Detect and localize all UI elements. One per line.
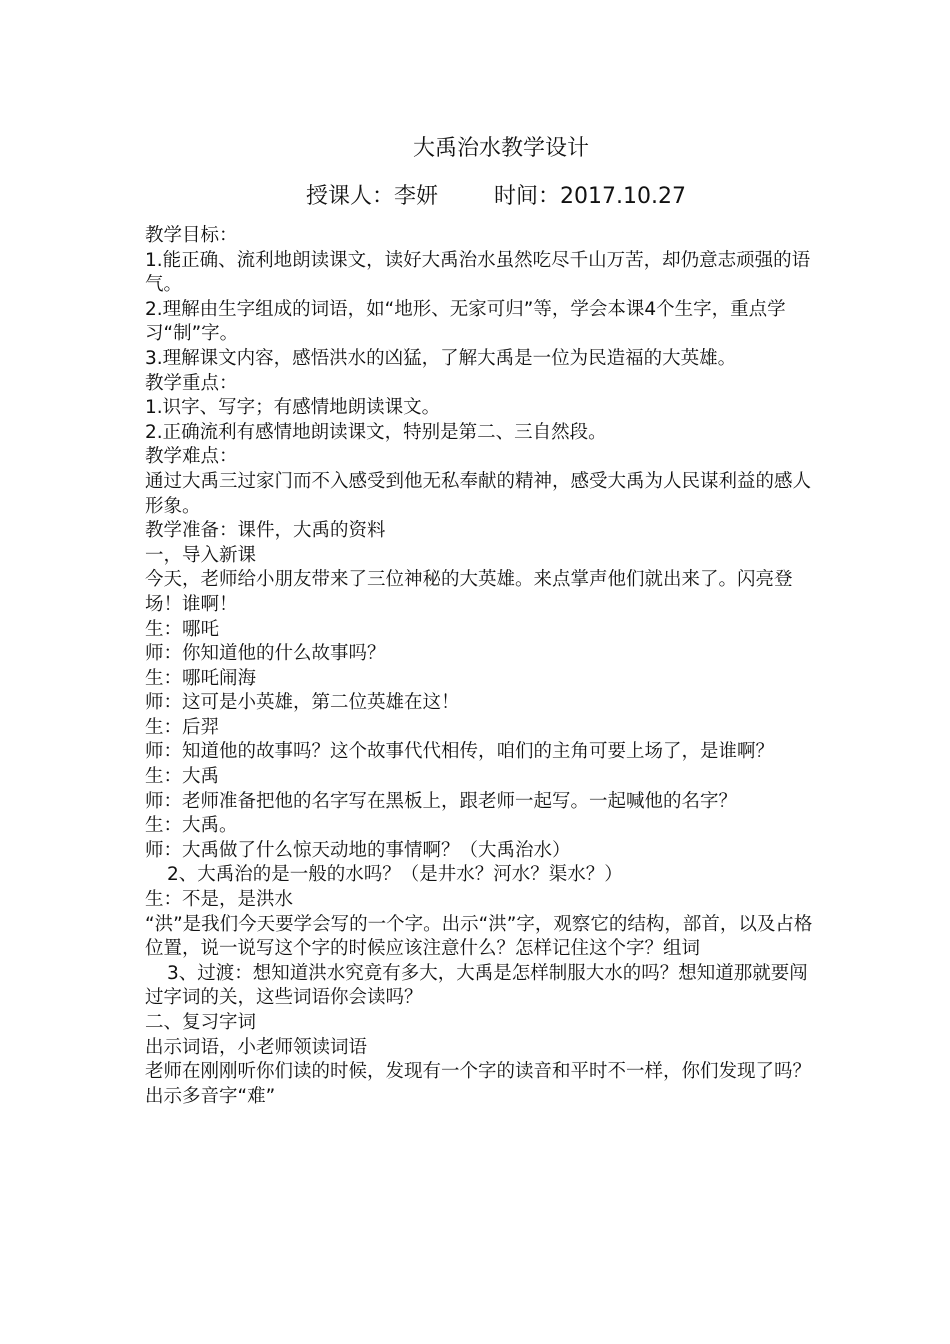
section-heading-key-points: 教学重点：: [145, 372, 238, 394]
document-subtitle: 授课人：李妍 时间：2017.10.27: [306, 184, 686, 209]
goal-item-3: 3.理解课文内容，感悟洪水的凶猛，了解大禹是一位为民造福的大英雄。: [145, 347, 737, 369]
goal-item-2: 2.理解由生字组成的词语，如“地形、无家可归”等，学会本课4个生字，重点学习“制”字。: [145, 298, 786, 345]
paragraph: “洪”是我们今天要学会写的一个字。出示“洪”字，观察它的结构，部首，以及占格位置，说一说写这个字的时候应该注意什么？怎样记住这个字？组词: [145, 913, 813, 960]
document-body: [145, 224, 817, 1109]
paragraph: 老师在刚刚听你们读的时候，发现有一个字的读音和平时不一样，你们发现了吗？出示多音字“难”: [145, 1061, 812, 1107]
dialogue-line: 生：不是，是洪水: [145, 889, 294, 911]
section-heading-intro: 一，导入新课: [145, 544, 257, 566]
section-heading-review: 二、复习字词: [145, 1012, 257, 1033]
dialogue-line: 师：你知道他的什么故事吗？: [145, 643, 386, 665]
dialogue-line: 生：后羿: [145, 716, 220, 738]
dialogue-line: 生：哪吒闹海: [145, 667, 257, 689]
section-heading-difficulties: 教学难点：: [145, 446, 238, 468]
section-heading-goals: 教学目标：: [145, 225, 238, 246]
key-point-2: 2.正确流利有感情地朗读课文，特别是第二、三自然段。: [145, 421, 607, 443]
dialogue-line: 师：这可是小英雄，第二位英雄在这！: [145, 692, 460, 714]
document-title: 大禹治水教学设计: [412, 136, 589, 161]
dialogue-line: 师：老师准备把他的名字写在黑板上，跟老师一起写。一起喊他的名字？: [145, 790, 738, 812]
step-item-3: 3、过渡：想知道洪水究竟有多大，大禹是怎样制服大水的吗？想知道那就要闯过字词的关，这些词语你会读吗？: [145, 962, 808, 1009]
dialogue-line: 师：知道他的故事吗？这个故事代代相传，咱们的主角可要上场了，是谁啊？: [145, 741, 775, 763]
preparation-text: 教学准备：课件，大禹的资料: [145, 520, 386, 542]
key-point-1: 1.识字、写字；有感情地朗读课文。: [145, 397, 441, 419]
dialogue-line: 生：哪吒: [145, 618, 220, 640]
paragraph: 今天，老师给小朋友带来了三位神秘的大英雄。来点掌声他们就出来了。闪亮登场！谁啊！: [145, 569, 793, 615]
dialogue-line: 师：大禹做了什么惊天动地的事情啊？（大禹治水）: [145, 839, 571, 861]
difficulty-text: 通过大禹三过家门而不入感受到他无私奉献的精神，感受大禹为人民谋利益的感人形象。: [145, 470, 812, 517]
step-item-2: 2、大禹治的是一般的水吗？（是井水？河水？渠水？）: [167, 864, 623, 886]
paragraph: 出示词语，小老师领读词语: [145, 1036, 368, 1058]
goal-item-1: 1.能正确、流利地朗读课文，读好大禹治水虽然吃尽千山万苦，却仍意志顽强的语气。: [145, 249, 811, 296]
dialogue-line: 生：大禹。: [145, 815, 238, 837]
dialogue-line: 生：大禹: [145, 766, 220, 788]
